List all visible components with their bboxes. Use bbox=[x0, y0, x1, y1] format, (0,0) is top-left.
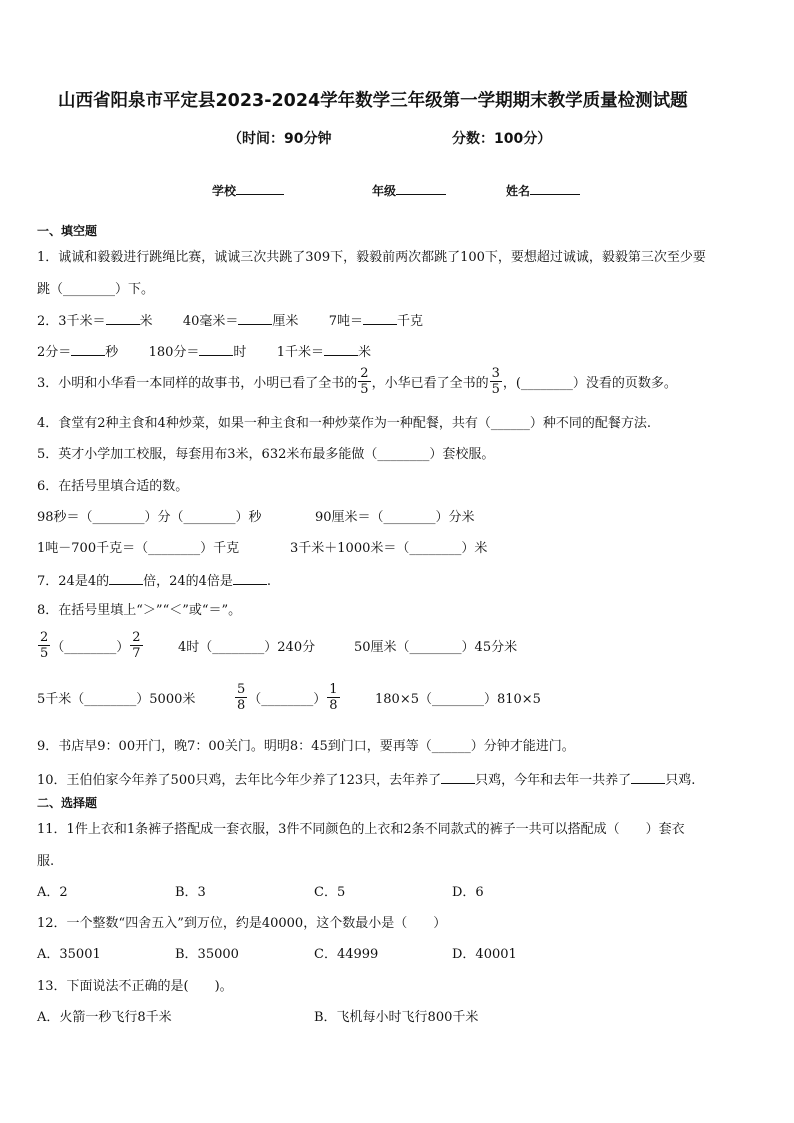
question-8-row-2-c: 180×5（________）810×5 bbox=[375, 692, 541, 707]
question-2-line-1: 2．3千米＝ 米 40毫米＝ 厘米 7吨＝ 千克 bbox=[37, 311, 423, 331]
fraction-5-8: $\frac{5}{8}$ bbox=[237, 682, 246, 713]
exam-score: 分数：100分） bbox=[452, 131, 552, 147]
grade-field bbox=[372, 181, 446, 200]
question-8-row-1: $\frac{2}{5}$ （________） $\frac{2}{7}$ bbox=[40, 630, 141, 661]
q12-option-a[interactable]: A．35001 bbox=[37, 947, 101, 962]
section-choice: 二、选择题 bbox=[37, 796, 98, 810]
question-8-row-1-c: 50厘米（________）45分米 bbox=[354, 640, 518, 655]
question-8-stem: 8．在括号里填上“＞”“＜”或“＝”。 bbox=[37, 603, 242, 618]
question-6-stem: 6．在括号里填合适的数。 bbox=[37, 479, 189, 494]
q11-option-c[interactable]: C．5 bbox=[314, 885, 346, 900]
question-1-line-1: 1．诚诚和毅毅进行跳绳比赛，诚诚三次共跳了309下，毅毅前两次都跳了100下，要想超过诚诚，毅毅第三次至少要 bbox=[37, 250, 706, 265]
question-4: 4．食堂有2种主食和4种炒菜，如果一种主食和一种炒菜作为一种配餐，共有（______）种不同的配餐方法. bbox=[37, 416, 651, 431]
fraction-2-7: $\frac{2}{7}$ bbox=[132, 630, 141, 661]
question-3: 3．小明和小华看一本同样的故事书，小明已看了全书的 $\frac{2}{5}$ ，小华已看了全书的 $\frac{3}{5}$ ，(________）没看的页数多。 bbox=[37, 366, 677, 397]
q12-option-d[interactable]: D．40001 bbox=[452, 947, 517, 962]
question-13: 13．下面说法不正确的是( )。 bbox=[37, 979, 233, 994]
question-6-line-2a: 1吨－700千克＝（________）千克 bbox=[37, 541, 240, 556]
school-field bbox=[212, 181, 284, 200]
q11-option-a[interactable]: A．2 bbox=[37, 885, 68, 900]
q12-option-c[interactable]: C．44999 bbox=[314, 947, 379, 962]
exam-title: 山西省阳泉市平定县2023-2024学年数学三年级第一学期期末教学质量检测试题 bbox=[58, 91, 688, 111]
section-fill-blank: 一、填空题 bbox=[37, 224, 98, 238]
question-7: 7．24是4的 倍，24的4倍是 . bbox=[37, 571, 271, 591]
question-6-line-1a: 98秒＝（________）分（________）秒 bbox=[37, 510, 262, 525]
question-8-row-2-a: 5千米（________）5000米 bbox=[37, 692, 196, 707]
q13-option-a[interactable]: A．火箭一秒飞行8千米 bbox=[37, 1010, 172, 1025]
name-field bbox=[506, 181, 580, 200]
school-label: 学校 bbox=[212, 184, 237, 198]
q13-option-b[interactable]: B．飞机每小时飞行800千米 bbox=[314, 1010, 479, 1025]
question-8-row-2-b: $\frac{5}{8}$ （________） $\frac{1}{8}$ bbox=[237, 682, 338, 713]
fraction-2-5: $\frac{2}{5}$ bbox=[360, 366, 369, 397]
q11-option-b[interactable]: B．3 bbox=[175, 885, 206, 900]
grade-blank[interactable] bbox=[396, 181, 446, 195]
question-2-line-2: 2分＝ 秒 180分＝ 时 1千米＝ 米 bbox=[37, 342, 371, 362]
q11-option-d[interactable]: D．6 bbox=[452, 885, 484, 900]
question-11-line-1: 11．1件上衣和1条裤子搭配成一套衣服，3件不同颜色的上衣和2条不同款式的裤子一共可以搭配成（ ）套衣 bbox=[37, 822, 685, 837]
question-6-line-1b: 90厘米＝（________）分米 bbox=[315, 510, 475, 525]
q12-option-b[interactable]: B．35000 bbox=[175, 947, 239, 962]
question-9: 9．书店早9：00开门，晚7：00关门。明明8：45到门口，要再等（______）分钟才能进门。 bbox=[37, 739, 575, 754]
question-11-line-2: 服. bbox=[37, 854, 55, 869]
fraction-1-8: $\frac{1}{8}$ bbox=[329, 682, 338, 713]
grade-label: 年级 bbox=[372, 184, 397, 198]
question-5: 5．英才小学加工校服，每套用布3米，632米布最多能做（________）套校服。 bbox=[37, 447, 495, 462]
question-12: 12．一个整数“四舍五入”到万位，约是40000，这个数最小是（ ） bbox=[37, 916, 447, 931]
school-blank[interactable] bbox=[236, 181, 284, 195]
question-6-line-2b: 3千米＋1000米＝（________）米 bbox=[290, 541, 488, 556]
question-10: 10．王伯伯家今年养了500只鸡，去年比今年少养了123只，去年养了 只鸡，今年和去年一共养了 只鸡. bbox=[37, 770, 695, 790]
question-8-row-1-b: 4时（________）240分 bbox=[178, 640, 316, 655]
question-1-line-2: 跳（________）下。 bbox=[37, 282, 155, 297]
name-blank[interactable] bbox=[530, 181, 580, 195]
exam-time: （时间：90分钟 bbox=[228, 131, 332, 147]
name-label: 姓名 bbox=[506, 184, 531, 198]
fraction-2-5-b: $\frac{2}{5}$ bbox=[40, 630, 49, 661]
fraction-3-5: $\frac{3}{5}$ bbox=[491, 366, 500, 397]
